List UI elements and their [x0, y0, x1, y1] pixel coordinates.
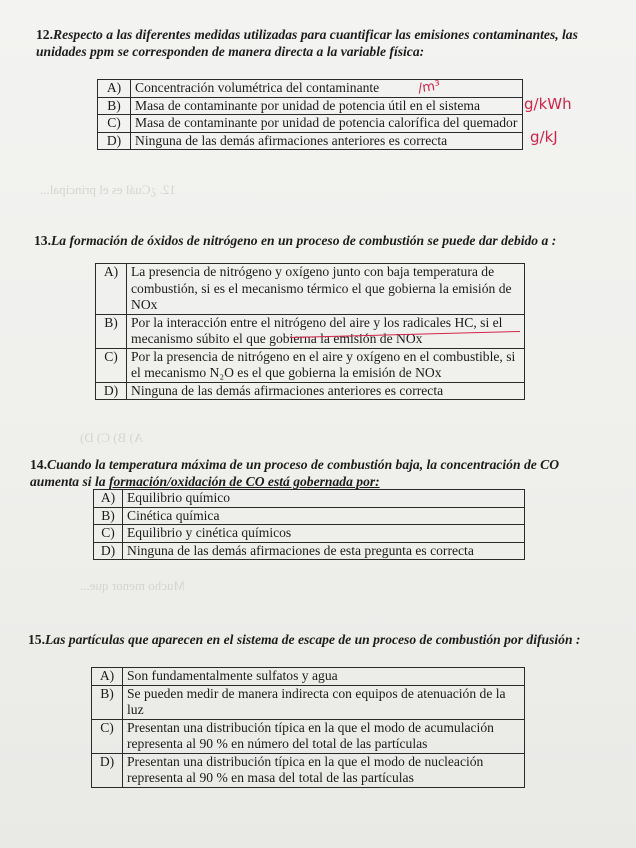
question-15-text: 15.Las partículas que aparecen en el sistema de escape de un proceso de combustión por difusión :: [28, 632, 581, 647]
question-12-options: [97, 79, 523, 150]
option-row[interactable]: B) Por la interacción entre el nitrógeno del aire y los radicales HC, si el mecanismo súbito el que gobierna la emisión de NOx: [96, 314, 525, 348]
handwritten-unit-b: g/kWh: [524, 95, 572, 113]
question-12-text: 12.Respecto a las diferentes medidas utilizadas para cuantificar las emisiones contaminantes, las unidades ppm se corresponden de manera directa a la variable física:: [36, 27, 578, 59]
option-row[interactable]: D) Ninguna de las demás afirmaciones anteriores es correcta: [96, 382, 525, 400]
option-row[interactable]: D) Ninguna de las demás afirmaciones anteriores es correcta: [98, 132, 523, 150]
option-row[interactable]: C) Masa de contaminante por unidad de potencia calorífica del quemador: [98, 115, 523, 133]
option-row[interactable]: D) Ninguna de las demás afirmaciones de esta pregunta es correcta: [94, 542, 525, 560]
bleed-through: Mucho menor que...: [80, 578, 186, 593]
option-row[interactable]: C) Por la presencia de nitrógeno en el aire y oxígeno en el combustible, si el mecanismo N₂O es el que gobierna la emisión de NOx: [96, 348, 525, 382]
option-row[interactable]: A) Son fundamentalmente sulfatos y agua: [92, 668, 525, 686]
option-row[interactable]: A) Equilibrio químico: [94, 490, 525, 508]
bleed-through: 12. ¿Cuál es el principal...: [40, 182, 176, 197]
option-row[interactable]: B) Cinética química: [94, 507, 525, 525]
option-row[interactable]: A) La presencia de nitrógeno y oxígeno junto con baja temperatura de combustión, si es el mecanismo térmico el que gobierna la emisión de NOx: [96, 264, 525, 315]
bleed-through: A) B) C) D): [80, 430, 144, 445]
question-14-text: 14.Cuando la temperatura máxima de un proceso de combustión baja, la concentración de CO aumenta si la formación/oxidación de CO está gobernada por:: [30, 457, 560, 489]
handwritten-unit-a: /m³: [417, 78, 442, 97]
option-row[interactable]: C) Equilibrio y cinética químicos: [94, 525, 525, 543]
question-13-options: [95, 263, 525, 400]
option-row[interactable]: B) Masa de contaminante por unidad de potencia útil en el sistema: [98, 97, 523, 115]
handwritten-unit-c: g/kJ: [530, 128, 558, 146]
question-15-options: [91, 667, 525, 788]
option-row[interactable]: C) Presentan una distribución típica en la que el modo de acumulación representa al 90 % en número del total de las partículas: [92, 719, 525, 753]
question-14-options: [93, 489, 525, 560]
option-row[interactable]: B) Se pueden medir de manera indirecta con equipos de atenuación de la luz: [92, 685, 525, 719]
option-row[interactable]: A) Concentración volumétrica del contaminante: [98, 80, 523, 98]
option-row[interactable]: D) Presentan una distribución típica en la que el modo de nucleación representa al 90 % en masa del total de las partículas: [92, 753, 525, 787]
question-13-text: 13.La formación de óxidos de nitrógeno en un proceso de combustión se puede dar debido a :: [34, 233, 557, 248]
